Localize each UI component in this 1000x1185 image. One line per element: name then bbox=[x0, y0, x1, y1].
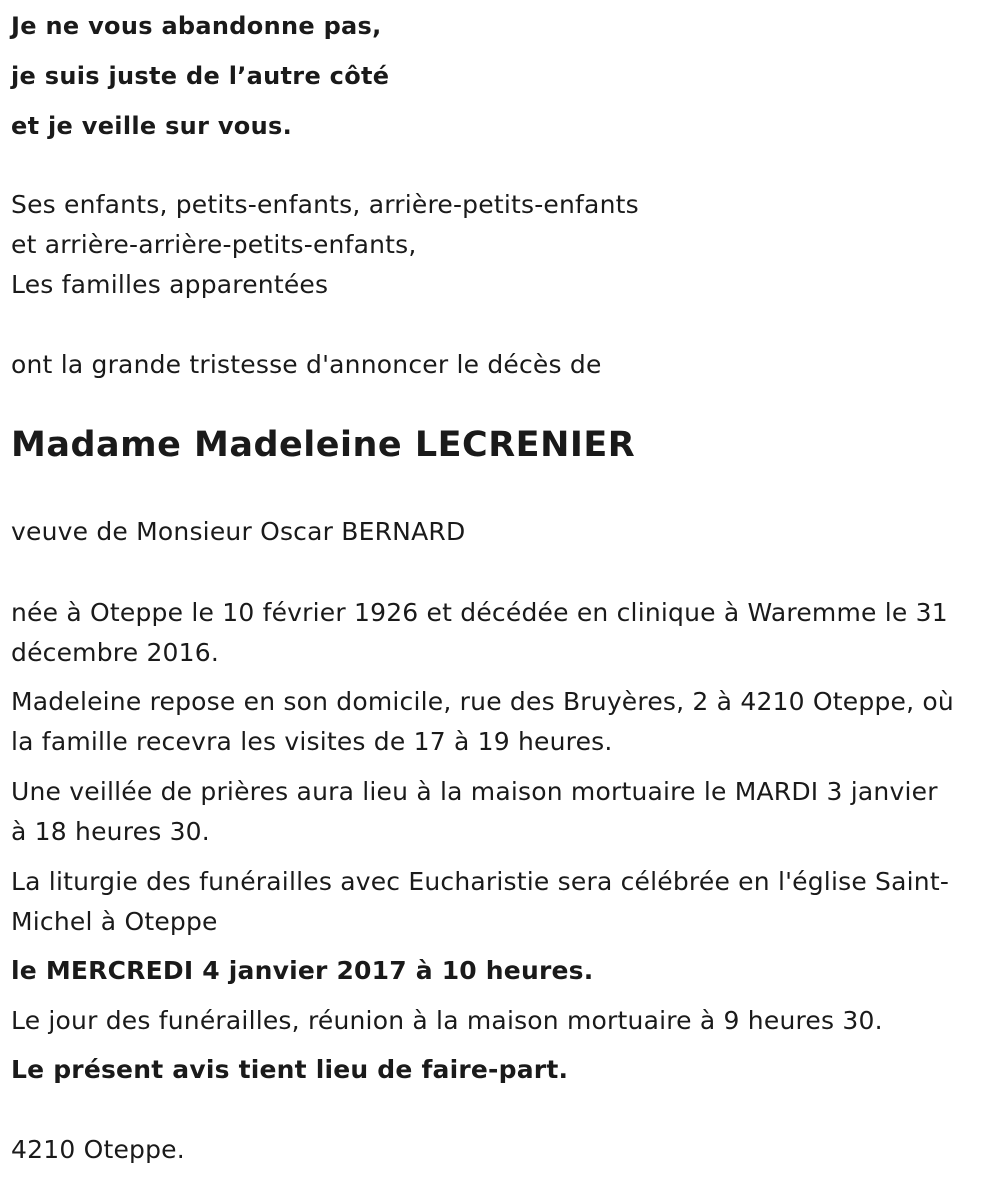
meeting-text: Le jour des funérailles, réunion à la maison mortuaire à 9 heures 30. bbox=[11, 1006, 883, 1035]
widow-of-text: veuve de Monsieur Oscar BERNARD bbox=[11, 517, 466, 546]
announcement-text: ont la grande tristesse d'annoncer le décès de bbox=[11, 350, 602, 379]
vigil-line-1: Une veillée de prières aura lieu à la maison mortuaire le MARDI 3 janvier bbox=[11, 777, 938, 806]
birth-death-line-2: décembre 2016. bbox=[11, 638, 220, 667]
deceased-name: Madame Madeleine LECRENIER bbox=[11, 425, 636, 465]
liturgy-line-2: Michel à Oteppe bbox=[11, 907, 218, 936]
poem-line-2: je suis juste de l’autre côté bbox=[11, 62, 390, 90]
poem-line-1: Je ne vous abandonne pas, bbox=[11, 12, 382, 40]
vigil-line-2: à 18 heures 30. bbox=[11, 817, 210, 846]
funeral-date: le MERCREDI 4 janvier 2017 à 10 heures. bbox=[11, 956, 594, 985]
family-line-1: Ses enfants, petits-enfants, arrière-petits-enfants bbox=[11, 190, 639, 219]
liturgy-line-1: La liturgie des funérailles avec Eucharistie sera célébrée en l'église Saint- bbox=[11, 867, 950, 896]
family-line-3: Les familles apparentées bbox=[11, 270, 329, 299]
poem-line-3: et je veille sur vous. bbox=[11, 112, 292, 140]
location-text: 4210 Oteppe. bbox=[11, 1135, 185, 1164]
notice-text: Le présent avis tient lieu de faire-part. bbox=[11, 1055, 569, 1084]
repose-line-2: la famille recevra les visites de 17 à 19 heures. bbox=[11, 727, 613, 756]
family-line-2: et arrière-arrière-petits-enfants, bbox=[11, 230, 417, 259]
birth-death-line-1: née à Oteppe le 10 février 1926 et décédée en clinique à Waremme le 31 bbox=[11, 598, 948, 627]
repose-line-1: Madeleine repose en son domicile, rue des Bruyères, 2 à 4210 Oteppe, où bbox=[11, 687, 954, 716]
